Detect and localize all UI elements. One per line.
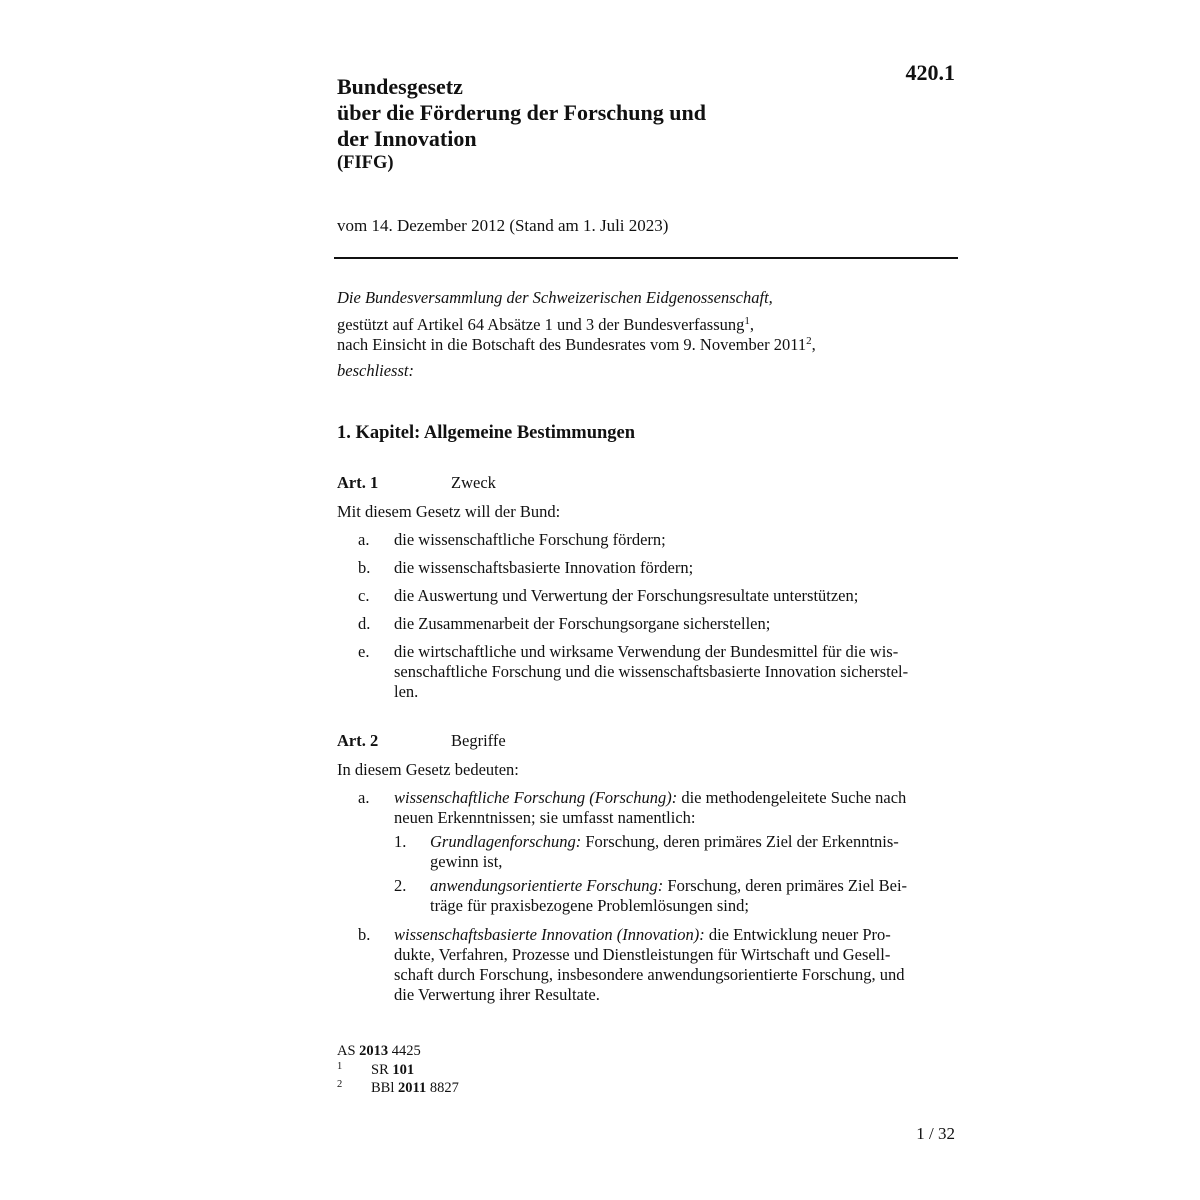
list-item-line [394,925,956,945]
footnote-mark: 2 [337,1079,343,1090]
article-number: Art. 2 [337,731,379,750]
list-item-line: die Verwertung ihrer Resultate. [394,985,600,1004]
definition-term: Grundlagenforschung: [430,832,582,851]
list-item-text [394,642,956,702]
law-title [337,74,817,152]
law-date: vom 14. Dezember 2012 (Stand am 1. Juli 2023) [337,216,669,235]
page-number: 1 / 32 [916,1124,955,1143]
footnote-prefix: SR [371,1062,393,1078]
list-item-line [430,832,956,852]
sub-list-item-label: 1. [394,832,407,851]
list-item-text: die wissenschaftsbasierte Innovation fördern; [394,558,694,577]
preamble-assembly: Die Bundesversammlung der Schweizerischen Eidgenossenschaft, [337,288,773,307]
list-item-line [394,788,956,808]
list-item-text: die Auswertung und Verwertung der Forschungsresultate unterstützen; [394,586,859,605]
definition-text: Forschung, deren primäres Ziel der Erkenntnis- [581,832,899,851]
footnote-text [371,1062,414,1078]
footnote-mark: 1 [337,1061,343,1072]
as-prefix: AS [337,1043,360,1059]
list-item-text: die wissenschaftliche Forschung fördern; [394,530,666,549]
definition-term: wissenschaftliche Forschung (Forschung): [394,788,678,807]
list-item-line: die wirtschaftliche und wirksame Verwendung der Bundesmittel für die wis- [394,642,899,661]
definition-term: anwendungsorientierte Forschung: [430,876,664,895]
list-item-line: träge für praxisbezogene Problemlösungen sind; [430,896,749,915]
preamble-resolves: beschliesst: [337,361,414,380]
definition-text: die methodengeleitete Suche nach [677,788,907,807]
preamble-basis-text: gestützt auf Artikel 64 Absätze 1 und 3 der Bundesverfassung [337,315,745,334]
footnote-text [371,1080,459,1096]
article-intro: In diesem Gesetz bedeuten: [337,760,519,779]
sub-list-item-text [430,876,956,916]
preamble-basis-suffix: , [749,315,754,334]
as-year: 2013 [359,1043,389,1059]
sub-list-item-text [430,832,956,872]
list-item-label: d. [358,614,371,633]
chapter-heading: 1. Kapitel: Allgemeine Bestimmungen [337,423,636,443]
definition-text: die Entwicklung neuer Pro- [704,925,891,944]
list-item-label: b. [358,925,371,944]
footnote-prefix: BBl [371,1080,398,1096]
preamble-message-text: nach Einsicht in die Botschaft des Bundesrates vom 9. November 2011 [337,335,807,354]
list-item-label: a. [358,530,370,549]
article-intro: Mit diesem Gesetz will der Bund: [337,502,561,521]
footnote-page: 8827 [426,1080,459,1096]
list-item-line: len. [394,682,419,701]
list-item-label: c. [358,586,370,605]
sub-list-item-label: 2. [394,876,407,895]
article-number: Art. 1 [337,473,379,492]
list-item-line: senschaftliche Forschung und die wissenschaftsbasierte Innovation sicherstel- [394,662,909,681]
sr-number: 420.1 [905,60,955,85]
footnote-year: 2011 [398,1080,427,1096]
footnote-number: 101 [392,1062,415,1078]
footnote-ref-1[interactable]: 1 [744,315,750,327]
law-title-line: der Innovation [337,126,477,151]
list-item-text: die Zusammenarbeit der Forschungsorgane sicherstellen; [394,614,771,633]
preamble-message-suffix: , [811,335,816,354]
list-item-text [394,788,956,828]
list-item-line: neuen Erkenntnissen; sie umfasst namentlich: [394,808,696,827]
list-item-line: schaft durch Forschung, insbesondere anwendungsorientierte Forschung, und [394,965,905,984]
preamble-message [337,335,816,355]
footnote-ref-2[interactable]: 2 [806,335,812,347]
list-item-line [430,876,956,896]
as-reference [337,1043,421,1059]
preamble-basis [337,315,754,335]
definition-term: wissenschaftsbasierte Innovation (Innovation): [394,925,705,944]
list-item-line: gewinn ist, [430,852,503,871]
law-abbreviation: (FIFG) [337,153,394,173]
list-item-text [394,925,956,1005]
list-item-label: a. [358,788,370,807]
list-item-label: e. [358,642,370,661]
as-page: 4425 [388,1043,421,1059]
law-title-line: Bundesgesetz [337,74,463,99]
definition-text: Forschung, deren primäres Ziel Bei- [663,876,908,895]
article-title: Begriffe [451,731,506,750]
article-title: Zweck [451,473,496,492]
law-title-line: über die Förderung der Forschung und [337,100,706,125]
list-item-line: dukte, Verfahren, Prozesse und Dienstleistungen für Wirtschaft und Gesell- [394,945,891,964]
list-item-label: b. [358,558,371,577]
title-divider [334,257,958,259]
